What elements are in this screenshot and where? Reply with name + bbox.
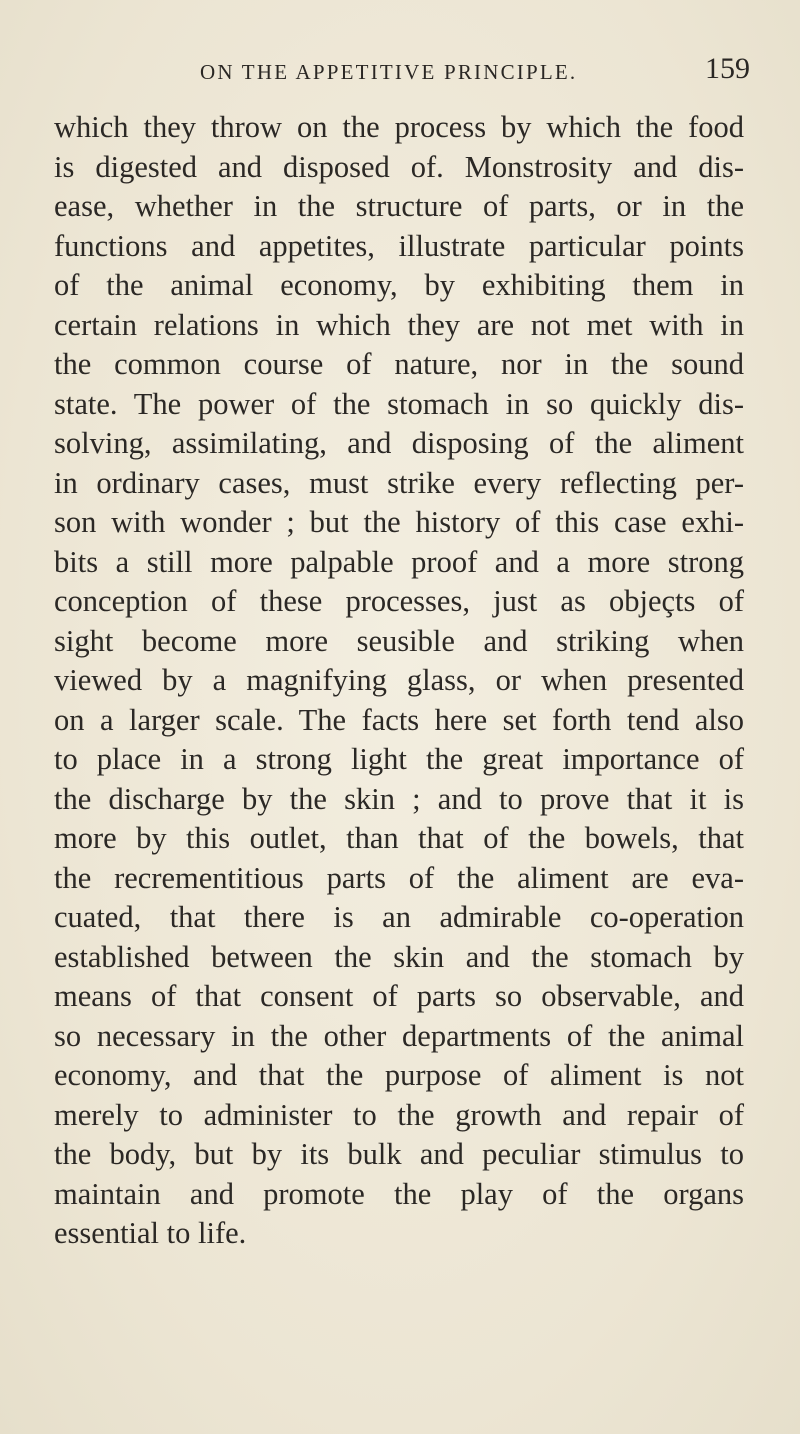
text-line: to place in a strong light the great importance of [54,742,744,776]
text-line: established between the skin and the stomach by [54,939,744,974]
text-line: maintain and promote the play of the organs [54,1176,744,1211]
running-title: ON THE APPETITIVE PRINCIPLE. [200,60,578,84]
text-line: merely to administer to the growth and repair of [54,1097,744,1132]
text-line: more by this outlet, than that of the bowels, that [54,821,744,855]
text-line: in ordinary cases, must strike every reflecting per- [54,465,744,500]
text-line: so necessary in the other departments of the animal [54,1018,744,1053]
running-head [0,52,800,92]
page-number: 159 [705,52,750,85]
text-line: the common course of nature, nor in the sound [54,347,744,381]
text-line: state. The power of the stomach in so quickly dis- [54,386,744,421]
text-line: ease, whether in the structure of parts, or in the [54,189,744,223]
text-line: bits a still more palpable proof and a more strong [54,544,744,579]
text-line: solving, assimilating, and disposing of the aliment [54,426,744,460]
text-line: sight become more seusible and striking when [54,623,744,658]
text-line: the body, but by its bulk and peculiar stimulus to [54,1137,744,1171]
text-line: cuated, that there is an admirable co-operation [54,900,744,934]
text-line-last: essential to life. [54,1216,247,1250]
text-line: son with wonder ; but the history of this case exhi- [54,505,744,539]
text-line: on a larger scale. The facts here set forth tend also [54,702,744,737]
text-line: functions and appetites, illustrate particular points [54,228,744,263]
text-line: is digested and disposed of. Monstrosity and dis- [54,149,744,184]
text-line: viewed by a magnifying glass, or when presented [54,663,744,697]
text-line: the discharge by the skin ; and to prove that it is [54,781,744,816]
text-line: economy, and that the purpose of aliment is not [54,1058,744,1092]
text-line: which they throw on the process by which the food [54,110,744,144]
text-line: the recrementitious parts of the aliment are eva- [54,860,744,895]
text-line: of the animal economy, by exhibiting them in [54,268,744,302]
text-line: certain relations in which they are not met with in [54,307,744,342]
text-line: means of that consent of parts so observable, and [54,979,744,1013]
text-line: conception of these processes, just as objeçts of [54,584,744,618]
body-text [54,108,744,1254]
